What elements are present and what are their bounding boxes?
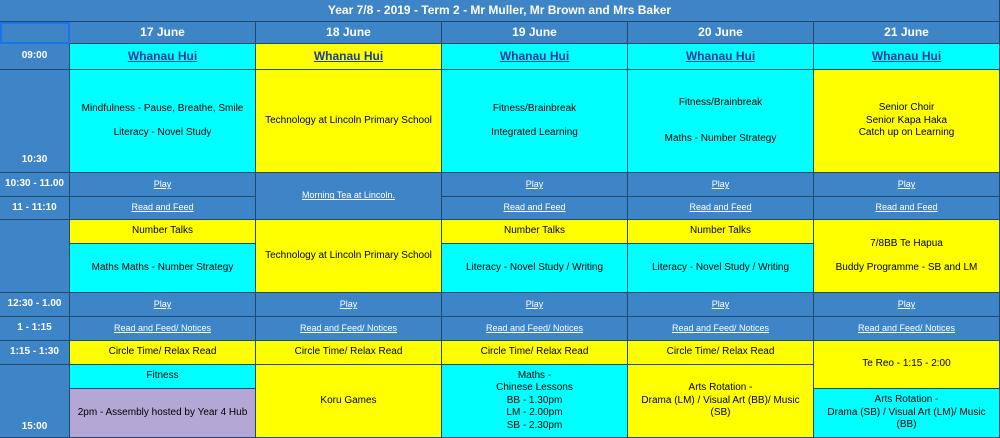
read-feed-notices-link[interactable]: Read and Feed/ Notices: [814, 317, 1000, 341]
read-feed-notices-link[interactable]: Read and Feed/ Notices: [70, 317, 256, 341]
read-feed-notices-link[interactable]: Read and Feed/ Notices: [256, 317, 442, 341]
session-cell: Fitness/Brainbreak Maths - Number Strategy: [628, 70, 814, 173]
whanau-hui-link[interactable]: Whanau Hui: [628, 44, 814, 70]
play-link[interactable]: Play: [256, 293, 442, 317]
session-cell: Literacy - Novel Study / Writing: [628, 244, 814, 293]
session-cell: Circle Time/ Relax Read: [256, 341, 442, 365]
play-link[interactable]: Play: [70, 173, 256, 197]
session-cell: Maths Maths - Number Strategy: [70, 244, 256, 293]
session-cell: Senior Choir Senior Kapa Haka Catch up on Learning: [814, 70, 1000, 173]
read-feed-notices-link[interactable]: Read and Feed/ Notices: [442, 317, 628, 341]
play-link[interactable]: Play: [628, 293, 814, 317]
time-label: 1:15 - 1:30: [0, 341, 70, 365]
session-cell: Literacy - Novel Study / Writing: [442, 244, 628, 293]
selected-cell[interactable]: [0, 22, 70, 44]
whanau-hui-link[interactable]: Whanau Hui: [814, 44, 1000, 70]
page-title: Year 7/8 - 2019 - Term 2 - Mr Muller, Mr Brown and Mrs Baker: [0, 0, 1000, 22]
session-cell: 7/8BB Te Hapua Buddy Programme - SB and LM: [814, 220, 1000, 293]
day-header-tue: 18 June: [256, 22, 442, 44]
session-cell: Te Reo - 1:15 - 2:00: [814, 341, 1000, 389]
session-cell: Technology at Lincoln Primary School: [256, 220, 442, 293]
play-link[interactable]: Play: [70, 293, 256, 317]
session-cell: Mindfulness - Pause, Breathe, Smile Literacy - Novel Study: [70, 70, 256, 173]
session-cell: Maths - Chinese Lessons BB - 1.30pm LM - 2.00pm SB - 2.30pm: [442, 365, 628, 438]
play-link[interactable]: Play: [442, 293, 628, 317]
whanau-hui-link[interactable]: Whanau Hui: [70, 44, 256, 70]
time-label: 10:30: [0, 70, 70, 173]
time-label: 09:00: [0, 44, 70, 70]
play-link[interactable]: Play: [814, 293, 1000, 317]
whanau-hui-link[interactable]: Whanau Hui: [442, 44, 628, 70]
time-label: 12:30 - 1.00: [0, 293, 70, 317]
session-cell: Fitness: [70, 365, 256, 389]
read-feed-link[interactable]: Read and Feed: [814, 197, 1000, 220]
session-cell: Arts Rotation - Drama (SB) / Visual Art (LM)/ Music (BB): [814, 389, 1000, 438]
session-cell: Number Talks: [442, 220, 628, 244]
session-cell: Circle Time/ Relax Read: [442, 341, 628, 365]
play-link[interactable]: Play: [628, 173, 814, 197]
time-label: 1 - 1:15: [0, 317, 70, 341]
time-label: 11 - 11:10: [0, 197, 70, 220]
session-cell: Circle Time/ Relax Read: [628, 341, 814, 365]
session-cell: Number Talks: [628, 220, 814, 244]
session-cell: Arts Rotation - Drama (LM) / Visual Art (BB)/ Music (SB): [628, 365, 814, 438]
read-feed-notices-link[interactable]: Read and Feed/ Notices: [628, 317, 814, 341]
session-cell: Koru Games: [256, 365, 442, 438]
session-cell: Technology at Lincoln Primary School: [256, 70, 442, 173]
time-label-empty: [0, 220, 70, 293]
time-label: 10:30 - 11.00: [0, 173, 70, 197]
read-feed-link[interactable]: Read and Feed: [442, 197, 628, 220]
session-cell: Fitness/Brainbreak Integrated Learning: [442, 70, 628, 173]
session-cell: Number Talks: [70, 220, 256, 244]
play-link[interactable]: Play: [442, 173, 628, 197]
time-label: 15:00: [0, 365, 70, 438]
play-link[interactable]: Play: [814, 173, 1000, 197]
whanau-hui-link[interactable]: Whanau Hui: [256, 44, 442, 70]
read-feed-link[interactable]: Read and Feed: [70, 197, 256, 220]
day-header-wed: 19 June: [442, 22, 628, 44]
day-header-fri: 21 June: [814, 22, 1000, 44]
morning-tea-link[interactable]: Morning Tea at Lincoln.: [256, 173, 442, 220]
day-header-thu: 20 June: [628, 22, 814, 44]
session-cell: 2pm - Assembly hosted by Year 4 Hub: [70, 389, 256, 438]
day-header-mon: 17 June: [70, 22, 256, 44]
session-cell: Circle Time/ Relax Read: [70, 341, 256, 365]
read-feed-link[interactable]: Read and Feed: [628, 197, 814, 220]
